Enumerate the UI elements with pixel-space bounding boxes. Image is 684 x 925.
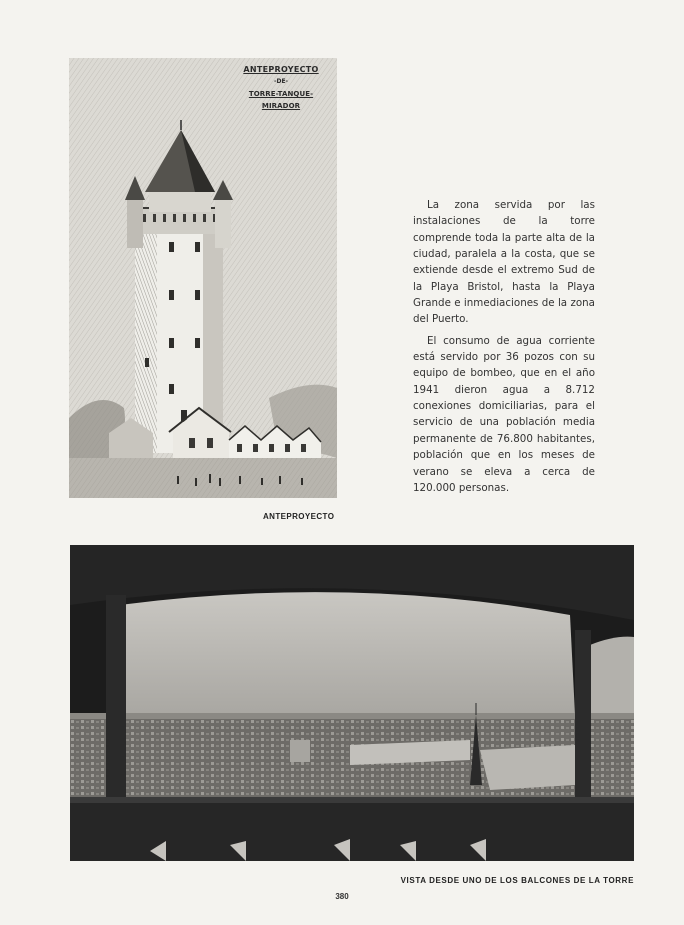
photo-caption: VISTA DESDE UNO DE LOS BALCONES DE LA TORRE bbox=[400, 876, 634, 885]
paragraph-1: La zona servida por las instalaciones de la torre comprende toda la parte alta de la ciudad, paralela a la costa, que se extiende desde el extremo Sud de la Playa Bristol, hasta la Playa Grande e inmediaciones de la zona del Puerto. bbox=[413, 199, 595, 326]
body-text bbox=[413, 197, 595, 496]
paragraph-2: El consumo de agua corriente está servido por 36 pozos con su equipo de bombeo, que en el año 1941 dieron agua a 8.712 conexiones domiciliarias, para el servicio de una población media permanente de 76.800 habitantes, población que en los meses de verano se eleva a cerca de 120.000 personas. bbox=[413, 334, 595, 494]
sketch-title-line-1: ANTEPROYECTO bbox=[243, 65, 319, 74]
city-view-illustration bbox=[70, 545, 634, 861]
balcony-view-photo bbox=[70, 545, 634, 861]
sketch-title-line-2: -DE- bbox=[273, 78, 289, 85]
tower-sketch-illustration bbox=[69, 58, 337, 498]
page-number: 380 bbox=[335, 892, 349, 901]
sketch-title-line-3: TORRE-TANQUE-MIRADOR bbox=[248, 90, 314, 110]
sketch-caption: ANTEPROYECTO bbox=[263, 512, 335, 521]
sketch-title bbox=[231, 64, 331, 112]
tower-sketch-figure bbox=[69, 58, 337, 498]
